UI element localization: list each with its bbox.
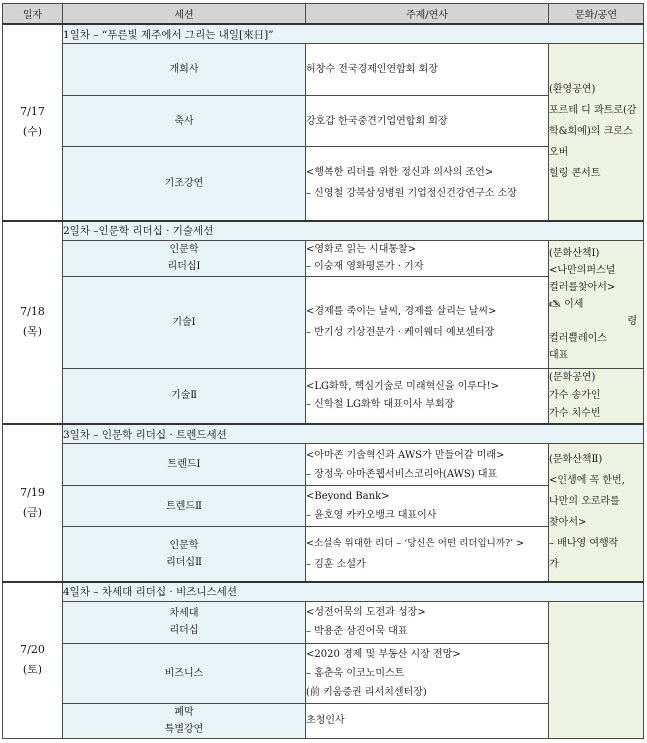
session-name: 비즈니스 [63, 643, 306, 703]
session-topic: <Beyond Bank> – 윤호영 카카오뱅크 대표이사 [306, 486, 549, 527]
session-name: 기술Ⅰ [63, 276, 306, 368]
culture-cell: (문화공연) 가수 송가인 가수 치수빈 [549, 368, 644, 424]
header-date: 일자 [3, 4, 63, 25]
day-date-cell [3, 582, 63, 739]
culture-cell [549, 601, 644, 738]
session-name: 폐막 특별강연 [63, 703, 306, 738]
session-name: 기술Ⅱ [63, 368, 306, 424]
session-name: 트렌드Ⅱ [63, 486, 306, 527]
session-name: 축사 [63, 96, 306, 147]
header-topic: 주제/연사 [306, 4, 549, 25]
day-title: 3일차 – 인문학 리더십 · 트렌드세션 [63, 424, 644, 444]
culture-cell: (환영공연) 포르테 디 콰트로(감 학&희예)의 크로스 오버 힐링 콘서트 [549, 44, 644, 221]
day-date-cell [3, 24, 63, 221]
header-session: 세션 [63, 4, 306, 25]
day-title: 1일차 – “푸른빛 제주에서 그리는 내일[來日]” [63, 24, 644, 44]
day-title: 2일차 –인문학 리더십 · 기술세션 [63, 221, 644, 241]
session-name: 인문학 리더십Ⅱ [63, 527, 306, 582]
day-weekday: (금) [22, 505, 43, 519]
day-date-cell [3, 221, 63, 425]
session-topic: <성전어묵의 도전과 성장> – 박용준 삼진어묵 대표 [306, 601, 549, 643]
session-name: 기조강연 [63, 147, 306, 221]
day-title: 4일차 – 차세대 리더십 · 비즈니스세션 [63, 582, 644, 602]
session-topic: <영화로 읽는 시대통찰> – 이숭재 영화평론가 · 기자 [306, 240, 549, 276]
schedule-table [2, 3, 644, 739]
session-topic: 강호갑 한국중견기업연합회 회장 [306, 96, 549, 147]
session-name: 개회사 [63, 44, 306, 96]
session-name: 차세대 리더십 [63, 601, 306, 643]
day-weekday: (수) [22, 125, 43, 139]
day-date: 7/18 [20, 305, 45, 319]
session-name: 트렌드Ⅰ [63, 444, 306, 486]
session-topic: 초청인사 [306, 703, 549, 738]
culture-cell: (문화산책Ⅱ) <인생에 꼭 한번, 나만의 오로라를 찾아서> – 배나영 여행작 가 [549, 444, 644, 582]
day-date-cell [3, 424, 63, 582]
session-topic: <경제를 죽이는 날씨, 경제를 살리는 날씨> – 반기성 기상전문가 · 케이웨더 예보센터장 [306, 276, 549, 368]
day-weekday: (목) [22, 325, 43, 339]
header-culture: 문화/공연 [549, 4, 644, 25]
session-topic: <아마존 기술혁신과 AWS가 만들어갈 미래> – 장정욱 아마존웹서비스코리아(AWS) 대표 [306, 444, 549, 486]
session-topic: <2020 경제 및 부동산 시장 전망> – 홍춘욱 이코노미스트 (前 키움증권 리서치센터장) [306, 643, 549, 703]
culture-cell: (문화산책Ⅰ) <나만의퍼스널 컬러를찾아서> 🖎 이세 령 컬러쁠레이스 대표 [549, 240, 644, 368]
session-topic: 허창수 전국경제인연합회 회장 [306, 44, 549, 96]
day-date: 7/17 [20, 105, 45, 119]
session-topic: <소설속 위대한 리더 – ‘당신은 어떤 리더입니까?’ > – 김훈 소설가 [306, 527, 549, 582]
day-date: 7/19 [20, 485, 45, 499]
session-topic: <LG화학, 핵심기술로 미래혁신을 이루다!> – 신학철 LG화학 대표이사 부회장 [306, 368, 549, 424]
day-date: 7/20 [20, 643, 45, 656]
session-topic: <행복한 리더를 위한 정신과 의사의 조언> – 신영철 강북삼성병원 기업정신건강연구소 소장 [306, 147, 549, 221]
day-weekday: (토) [22, 663, 43, 676]
session-name: 인문학 리더십Ⅰ [63, 240, 306, 276]
